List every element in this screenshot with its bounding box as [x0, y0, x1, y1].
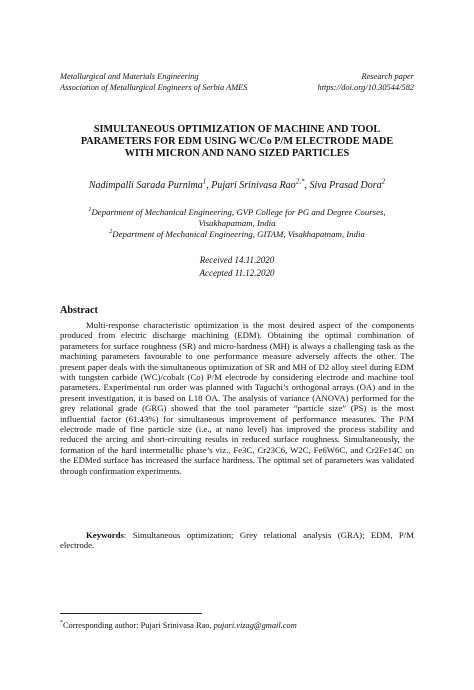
article-info: [318, 72, 414, 93]
author-email[interactable]: pujari.vizag@gmail.com: [213, 621, 297, 630]
publication-dates: [40, 254, 434, 280]
journal-name: Metallurgical and Materials Engineering: [60, 72, 199, 81]
keywords: [60, 530, 414, 551]
affiliation-mark: 2: [109, 229, 113, 236]
footnote: [60, 621, 420, 630]
author-name: Siva Prasad Dora: [309, 180, 382, 191]
title-line: SIMULTANEOUS OPTIMIZATION OF MACHINE AND TOOL: [93, 124, 381, 135]
affiliation-text: Department of Mechanical Engineering, GVP College for PG and Degree Courses,: [91, 207, 386, 217]
accepted-date: Accepted 11.12.2020: [199, 268, 275, 278]
author-affiliation-mark: 2,*: [295, 177, 305, 186]
author-name: Nadimpalli Sarada Purnima: [88, 180, 203, 191]
received-date: Received 14.11.2020: [199, 255, 275, 265]
author-name: Pujari Srinivasa Rao: [211, 180, 296, 191]
abstract-text: Multi-response characteristic optimization is the most desired aspect of the components produced from electric discharge machining (EDM). Obtaining the optimal combination of parameters for surface roughness (SR) and micro-hardness (MH) is always a challenging task as the machining parameters favourable to one performance measure adversely affects the other. The present paper deals with the simultaneous optimization of SR and MH of D2 alloy steel during EDM with tungsten carbide (WC)/cobalt (Co) P/M electrode by considering electrode and machine tool parameters. Experimental run order was planned with Taguchi’s orthogonal arrays (OA) and in the present investigation, it is based on L18 OA. The analysis of variance (ANOVA) performed for the grey relational grade (GRG) showed that the tool parameter “particle size” (PS) is the most influential factor (61.43%) for simultaneous improvement of performance measures. The P/M electrode made of fine particle size (i.e., at nano level) has improved the process stability and reduced the arcing and short-circuiting results in reduced surface roughness. Simultaneously, the formation of the hard intermetallic phase’s viz., Fe3C, Cr23C6, W2C, Fe6W6C, and Cr2Fe14C on the EDMed surface has increased the surface hardness. The optimal set of parameters was validated through confirmation experiments.: [60, 320, 414, 476]
abstract-heading: Abstract: [60, 305, 98, 316]
author-separator: ,: [304, 180, 310, 191]
footnote-mark: *: [60, 620, 63, 627]
affiliation-1-city: Visakhapatnam, India: [198, 218, 276, 228]
affiliation-mark: 1: [88, 207, 92, 214]
affiliation-text: Department of Mechanical Engineering, GITAM, Visakhapatnam, India: [112, 229, 365, 239]
author-separator: ,: [206, 180, 212, 191]
footnote-divider: [60, 613, 202, 614]
article-type: Research paper: [361, 72, 414, 81]
footnote-text: Corresponding author: Pujari Srinivasa Rao,: [62, 621, 214, 630]
journal-info: [60, 72, 247, 93]
affiliation-1: [40, 207, 434, 218]
title-line: PARAMETERS FOR EDM USING WC/Co P/M ELECTRODE MADE: [80, 136, 394, 148]
affiliations: [40, 207, 434, 240]
paper-title: [55, 124, 419, 161]
keywords-text: : Simultaneous optimization; Grey relational analysis (GRA); EDM, P/M electrode.: [60, 530, 414, 551]
journal-publisher: Association of Metallurgical Engineers of Serbia AMES: [60, 82, 248, 92]
title-line: WITH MICRON AND NANO SIZED PARTICLES: [124, 148, 350, 160]
doi-link[interactable]: https://doi.org/10.30544/582: [317, 82, 414, 92]
affiliation-2: [40, 229, 434, 240]
author-affiliation-mark: 2: [381, 177, 386, 186]
author-affiliation-mark: 1: [202, 177, 207, 186]
keywords-label: Keywords: [86, 530, 124, 540]
author-list: [40, 177, 434, 191]
